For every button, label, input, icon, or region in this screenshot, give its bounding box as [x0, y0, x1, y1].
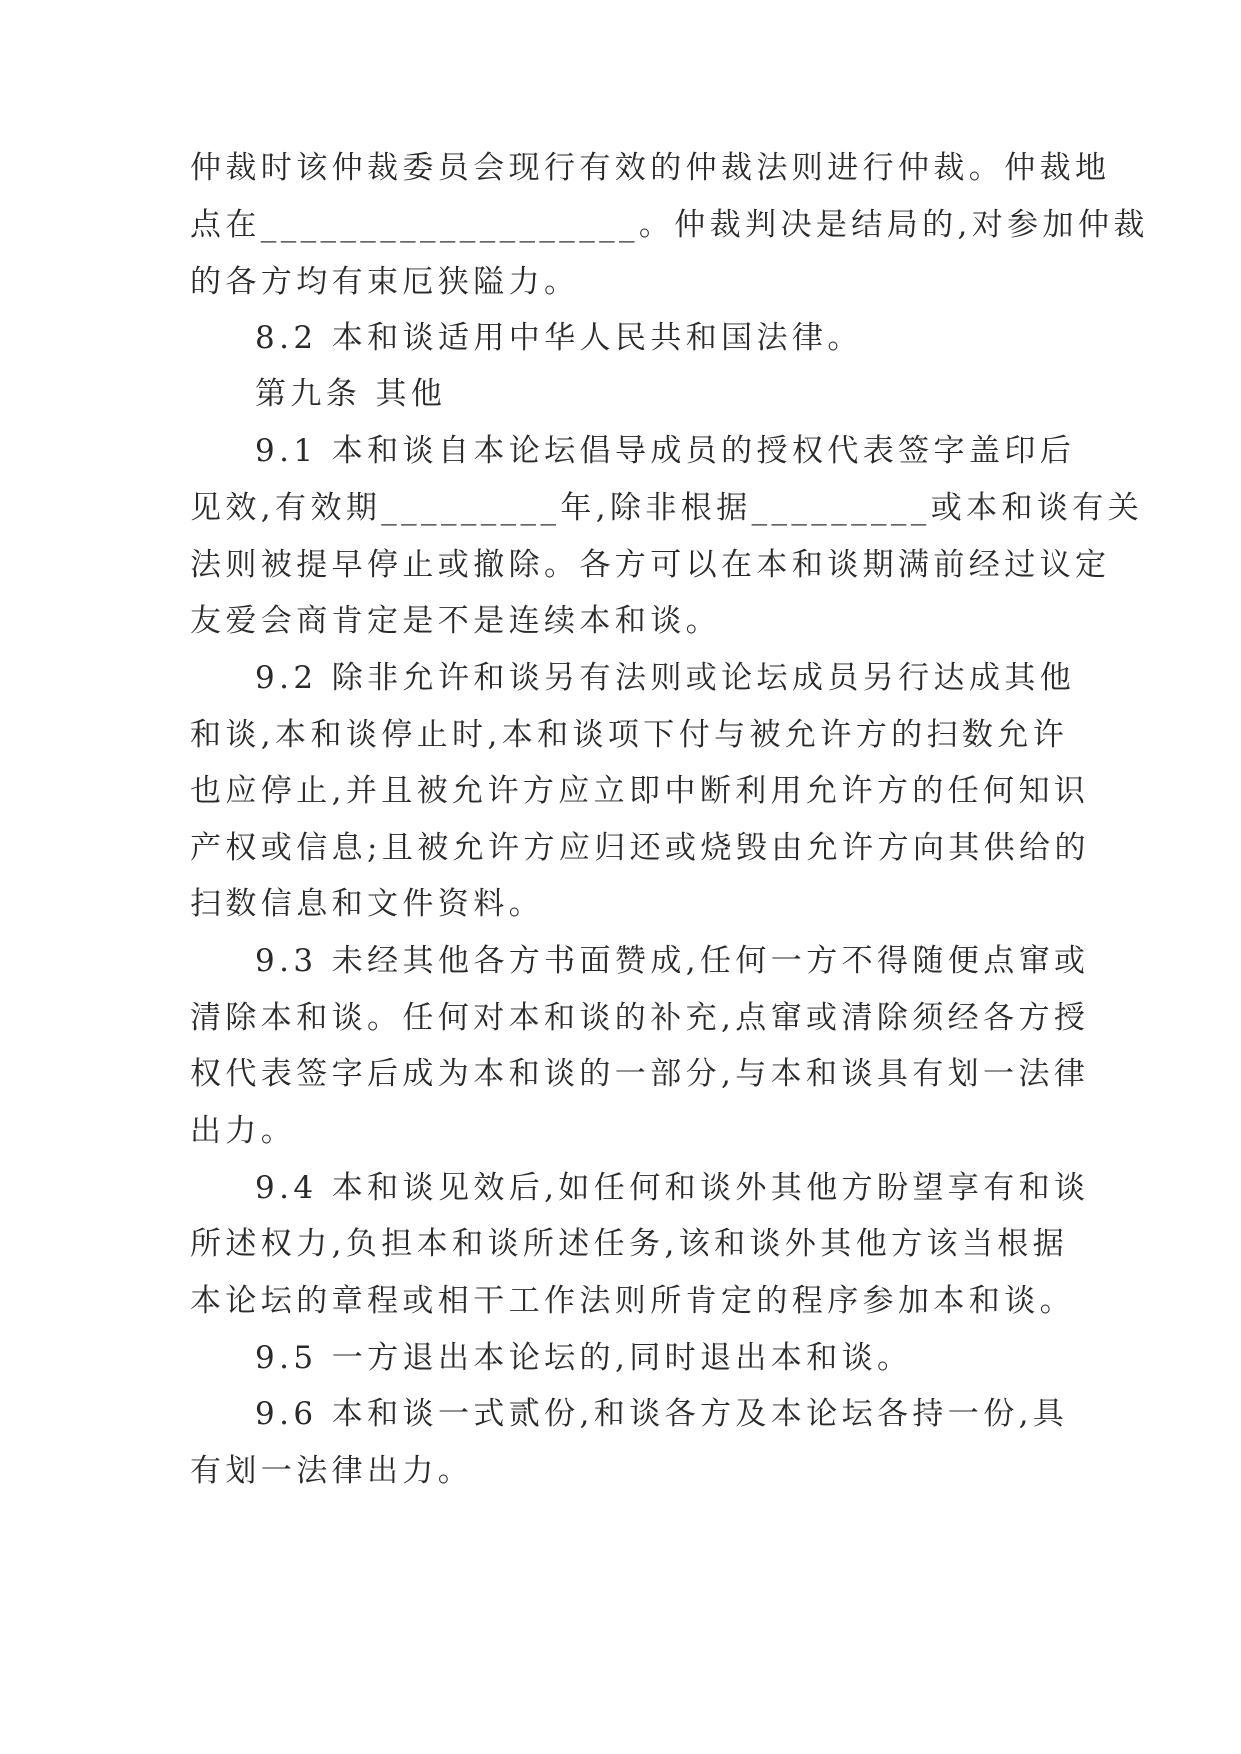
clause-9-2-line-2: 和谈,本和谈停止时,本和谈项下付与被允许方的扫数允许 — [190, 717, 1069, 753]
clause-9-2-line-4: 产权或信息;且被允许方应归还或烧毁由允许方向其供给的 — [190, 830, 1090, 866]
clause-9-3-line-3: 权代表签字后成为本和谈的一部分,与本和谈具有划一法律 — [190, 1056, 1090, 1092]
paragraph-line-binding-force: 的各方均有束厄狭隘力。 — [190, 264, 580, 300]
clause-9-1-line-1: 9.1 本和谈自本论坛倡导成员的授权代表签字盖印后 — [255, 433, 1076, 469]
clause-9-3-line-4: 出力。 — [190, 1113, 297, 1149]
paragraph-line-arbitration-rules: 仲裁时该仲裁委员会现行有效的仲裁法则进行仲裁。仲裁地 — [190, 150, 1111, 186]
clause-9-1-line-2: 见效,有效期_________年,除非根据_________或本和谈有关 — [190, 490, 1144, 526]
paragraph-line-arbitration-place: 点在___________________。仲裁判决是结局的,对参加仲裁 — [190, 207, 1149, 243]
clause-9-1-line-3: 法则被提早停止或撤除。各方可以在本和谈期满前经过议定 — [190, 547, 1111, 583]
clause-9-2-line-5: 扫数信息和文件资料。 — [190, 886, 544, 922]
clause-9-6-line-2: 有划一法律出力。 — [190, 1453, 474, 1489]
clause-9-4-line-3: 本论坛的章程或相干工作法则所肯定的程序参加本和谈。 — [190, 1283, 1075, 1319]
clause-9-6-line-1: 9.6 本和谈一式贰份,和谈各方及本论坛各持一份,具 — [255, 1396, 1069, 1432]
clause-9-1-line-4: 友爱会商肯定是不是连续本和谈。 — [190, 603, 721, 639]
clause-9-4-line-2: 所述权力,负担本和谈所述任务,该和谈外其他方该当根据 — [190, 1226, 1069, 1262]
clause-8-2: 8.2 本和谈适用中华人民共和国法律。 — [255, 320, 863, 356]
clause-9-4-line-1: 9.4 本和谈见效后,如任何和谈外其他方盼望享有和谈 — [255, 1170, 1090, 1206]
clause-9-2-line-1: 9.2 除非允许和谈另有法则或论坛成员另行达成其他 — [255, 660, 1076, 696]
clause-9-3-line-2: 清除本和谈。任何对本和谈的补充,点窜或清除须经各方授 — [190, 1000, 1090, 1036]
clause-9-5: 9.5 一方退出本论坛的,同时退出本和谈。 — [255, 1340, 913, 1376]
clause-9-2-line-3: 也应停止,并且被允许方应立即中断利用允许方的任何知识 — [190, 773, 1090, 809]
clause-9-3-line-1: 9.3 未经其他各方书面赞成,任何一方不得随便点窜或 — [255, 943, 1090, 979]
article-9-heading: 第九条 其他 — [255, 376, 447, 412]
